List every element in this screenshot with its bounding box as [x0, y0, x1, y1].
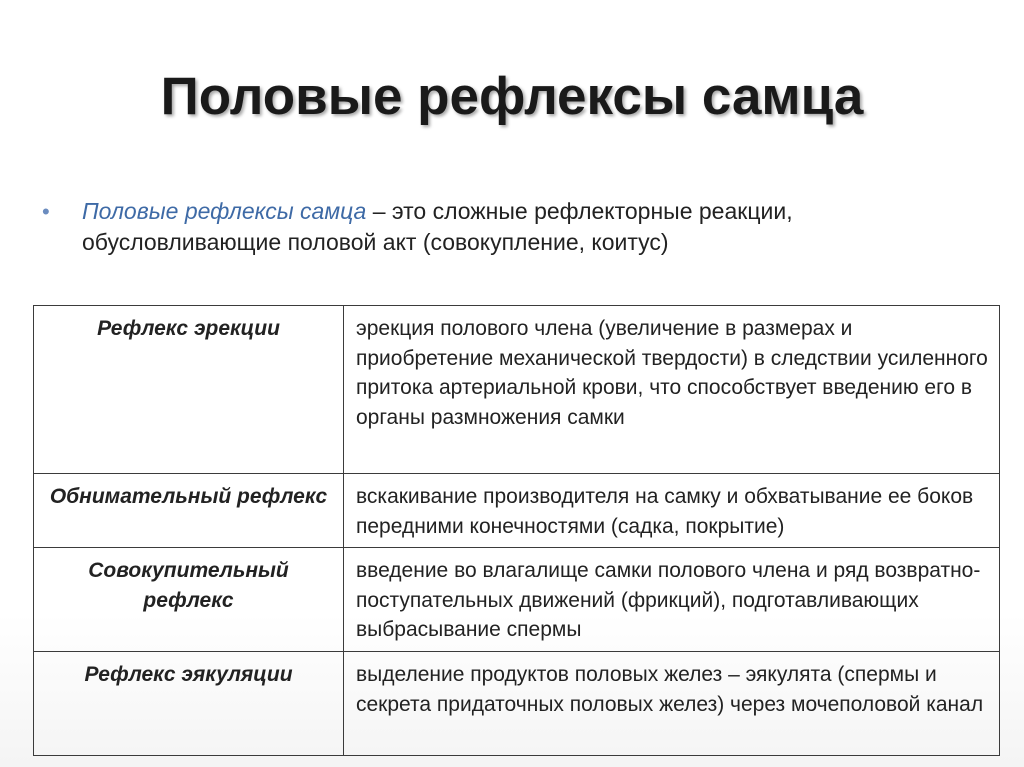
table-row: [34, 652, 1000, 756]
bullet-marker: •: [42, 199, 50, 224]
reflex-description-cell: вскакивание производителя на самку и обхватывание ее боков передними конечностями (садка, покрытие): [344, 474, 1000, 548]
definition-body: – это сложные рефлекторные реакции, обусловливающие половой акт (совокупление, коитус): [82, 198, 793, 255]
reflex-description-cell: эрекция полового члена (увеличение в размерах и приобретение механической твердости) в следствии усиленного притока артериальной крови, что способствует введению его в органы размножения самки: [344, 306, 1000, 474]
table-row: [34, 548, 1000, 652]
reflex-description-cell: выделение продуктов половых желез – эякулята (спермы и секрета придаточных половых желез) через мочеполовой канал: [344, 652, 1000, 756]
reflex-description-cell: введение во влагалище самки полового члена и ряд возвратно-поступательных движений (фрикций), подготавливающих выбрасывание спермы: [344, 548, 1000, 652]
table-row: [34, 306, 1000, 474]
definition-bullet: [42, 196, 982, 258]
table-row: [34, 474, 1000, 548]
reflex-name-cell: Совокупительный рефлекс: [34, 548, 344, 652]
reflex-name-cell: Рефлекс эякуляции: [34, 652, 344, 756]
slide-title: Половые рефлексы самца: [160, 67, 864, 126]
reflex-table: [33, 305, 1000, 756]
reflex-name-cell: Обнимательный рефлекс: [34, 474, 344, 548]
reflex-name-cell: Рефлекс эрекции: [34, 306, 344, 474]
definition-term: Половые рефлексы самца: [82, 198, 367, 224]
definition-text: [82, 196, 982, 258]
